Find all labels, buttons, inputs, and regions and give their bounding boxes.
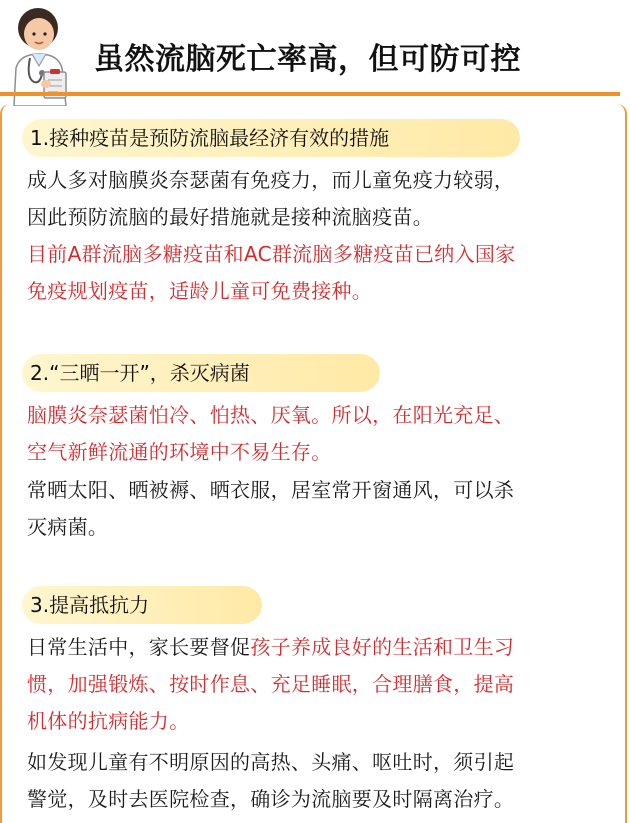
section-3-line-1-part-2: 孩子养成良好的生活和卫生习 [250, 635, 515, 659]
header [0, 0, 630, 100]
section-3-line-1 [27, 633, 514, 661]
doctor-avatar-icon [4, 2, 76, 106]
section-3-line-5: 警觉，及时去医院检查，确诊为流脑要及时隔离治疗。 [27, 787, 515, 811]
section-3-line-3: 机体的抗病能力。 [27, 709, 190, 733]
section-2-line-2: 空气新鲜流通的环境中不易生存。 [27, 440, 332, 464]
section-1-line-2: 因此预防流脑的最好措施就是接种流脑疫苗。 [27, 205, 433, 229]
section-3-heading: 3.提高抵抗力 [22, 586, 262, 624]
section-2-heading: 2.“三晒一开”，杀灭病菌 [22, 354, 380, 392]
section-2-line-3: 常晒太阳、晒被褥、晒衣服，居室常开窗通风，可以杀 [27, 478, 515, 502]
section-3-line-4: 如发现儿童有不明原因的高热、头痛、呕吐时，须引起 [27, 750, 515, 774]
section-3-line-1-part-1: 日常生活中，家长要督促 [27, 635, 251, 659]
section-2-line-1: 脑膜炎奈瑟菌怕冷、怕热、厌氧。所以，在阳光充足、 [27, 403, 515, 427]
section-1-line-3: 目前A群流脑多糖疫苗和AC群流脑多糖疫苗已纳入国家 [27, 242, 516, 266]
section-1-line-1: 成人多对脑膜炎奈瑟菌有免疫力，而儿童免疫力较弱， [27, 168, 515, 192]
section-2-line-4: 灭病菌。 [27, 515, 109, 539]
header-divider [0, 92, 620, 96]
page-title: 虽然流脑死亡率高，但可防可控 [94, 42, 521, 77]
section-3-line-2: 惯，加强锻炼、按时作息、充足睡眠，合理膳食，提高 [27, 672, 515, 696]
section-1-heading: 1.接种疫苗是预防流脑最经济有效的措施 [22, 119, 520, 157]
section-1-line-4: 免疫规划疫苗，适龄儿童可免费接种。 [27, 279, 373, 303]
